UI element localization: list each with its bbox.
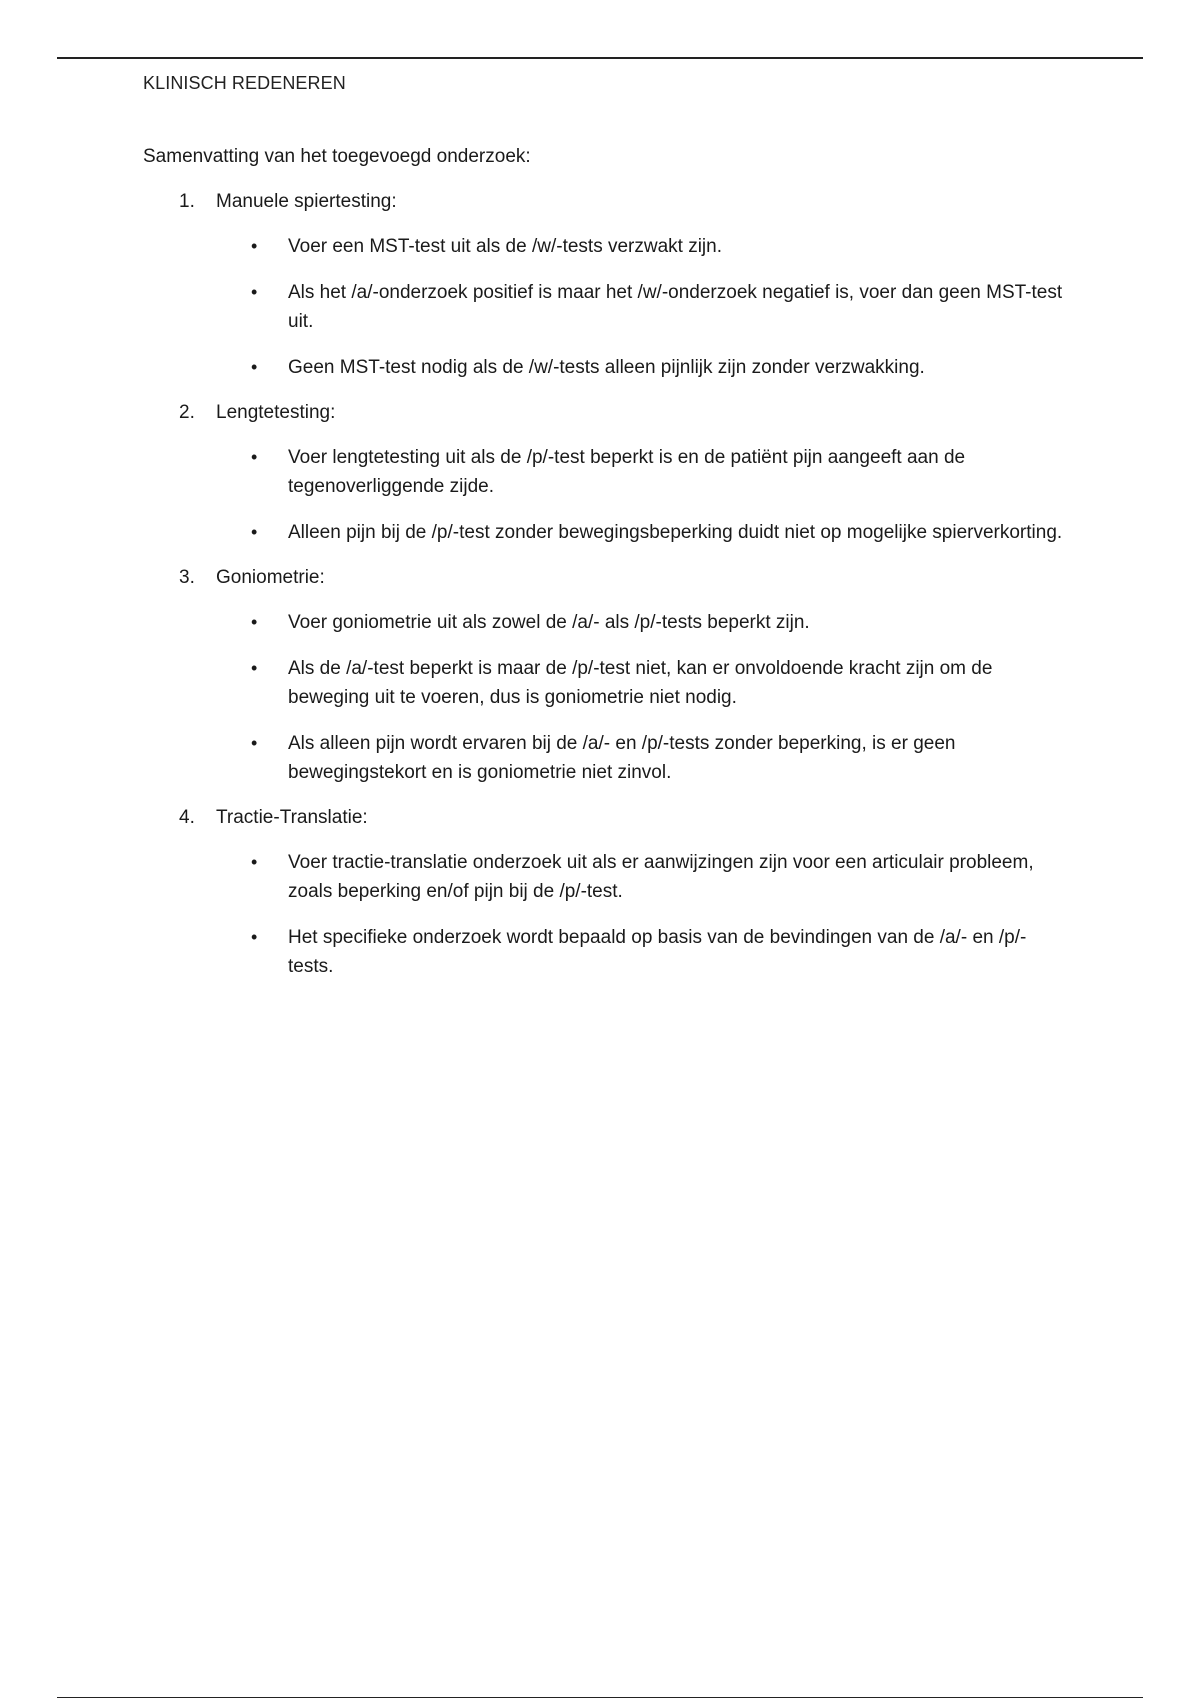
section-heading bbox=[143, 399, 1063, 427]
header-rule bbox=[57, 57, 1143, 59]
footer-rule bbox=[57, 1697, 1143, 1698]
bullet-icon: • bbox=[251, 612, 258, 632]
list-item bbox=[143, 232, 1063, 261]
bullet-list bbox=[143, 608, 1063, 787]
list-item bbox=[143, 729, 1063, 787]
list-item bbox=[143, 848, 1063, 906]
list-item bbox=[143, 518, 1063, 547]
document-body bbox=[143, 143, 1063, 998]
bullet-icon: • bbox=[251, 658, 258, 678]
list-item bbox=[143, 608, 1063, 637]
bullet-icon: • bbox=[251, 927, 258, 947]
bullet-text: Als het /a/-onderzoek positief is maar het /w/-onderzoek negatief is, voer dan geen MST-test uit. bbox=[288, 282, 1063, 332]
bullet-icon: • bbox=[251, 282, 258, 302]
intro-paragraph: Samenvatting van het toegevoegd onderzoek: bbox=[143, 146, 531, 167]
bullet-icon: • bbox=[251, 447, 258, 467]
section-title: Manuele spiertesting: bbox=[216, 191, 397, 212]
section-lengtetesting bbox=[143, 399, 1063, 547]
section-heading bbox=[143, 188, 1063, 216]
bullet-text: Alleen pijn bij de /p/-test zonder bewegingsbeperking duidt niet op mogelijke spierverkorting. bbox=[288, 522, 1063, 543]
bullet-text: Voer lengtetesting uit als de /p/-test beperkt is en de patiënt pijn aangeeft aan de tegenoverliggende zijde. bbox=[288, 447, 966, 497]
list-item bbox=[143, 923, 1063, 981]
bullet-icon: • bbox=[251, 236, 258, 256]
section-tractie-translatie bbox=[143, 804, 1063, 981]
section-heading bbox=[143, 564, 1063, 592]
list-item bbox=[143, 654, 1063, 712]
bullet-text: Geen MST-test nodig als de /w/-tests alleen pijnlijk zijn zonder verzwakking. bbox=[288, 357, 925, 378]
bullet-icon: • bbox=[251, 357, 258, 377]
bullet-text: Als alleen pijn wordt ervaren bij de /a/- en /p/-tests zonder beperking, is er geen bewegingstekort en is goniometrie niet zinvol. bbox=[288, 733, 956, 783]
section-number: 3. bbox=[179, 567, 195, 588]
list-item bbox=[143, 353, 1063, 382]
section-number: 1. bbox=[179, 191, 195, 212]
bullet-text: Het specifieke onderzoek wordt bepaald op basis van de bevindingen van de /a/- en /p/-tests. bbox=[288, 927, 1027, 977]
section-title: Goniometrie: bbox=[216, 567, 325, 588]
bullet-text: Voer goniometrie uit als zowel de /a/- als /p/-tests beperkt zijn. bbox=[288, 612, 810, 633]
section-manuele-spiertesting bbox=[143, 188, 1063, 382]
list-item bbox=[143, 443, 1063, 501]
list-item bbox=[143, 278, 1063, 336]
section-heading bbox=[143, 804, 1063, 832]
bullet-text: Als de /a/-test beperkt is maar de /p/-test niet, kan er onvoldoende kracht zijn om de beweging uit te voeren, dus is goniometrie niet nodig. bbox=[288, 658, 993, 708]
bullet-list bbox=[143, 232, 1063, 382]
section-goniometrie bbox=[143, 564, 1063, 787]
bullet-text: Voer tractie-translatie onderzoek uit als er aanwijzingen zijn voor een articulair probleem, zoals beperking en/of pijn bij de /p/-test. bbox=[288, 852, 1034, 902]
bullet-icon: • bbox=[251, 522, 258, 542]
bullet-list bbox=[143, 848, 1063, 981]
section-title: Tractie-Translatie: bbox=[216, 807, 368, 828]
bullet-icon: • bbox=[251, 733, 258, 753]
bullet-text: Voer een MST-test uit als de /w/-tests verzwakt zijn. bbox=[288, 236, 722, 257]
section-number: 2. bbox=[179, 402, 195, 423]
bullet-list bbox=[143, 443, 1063, 547]
section-title: Lengtetesting: bbox=[216, 402, 336, 423]
page-header-title: KLINISCH REDENEREN bbox=[143, 73, 346, 93]
bullet-icon: • bbox=[251, 852, 258, 872]
section-number: 4. bbox=[179, 807, 195, 828]
